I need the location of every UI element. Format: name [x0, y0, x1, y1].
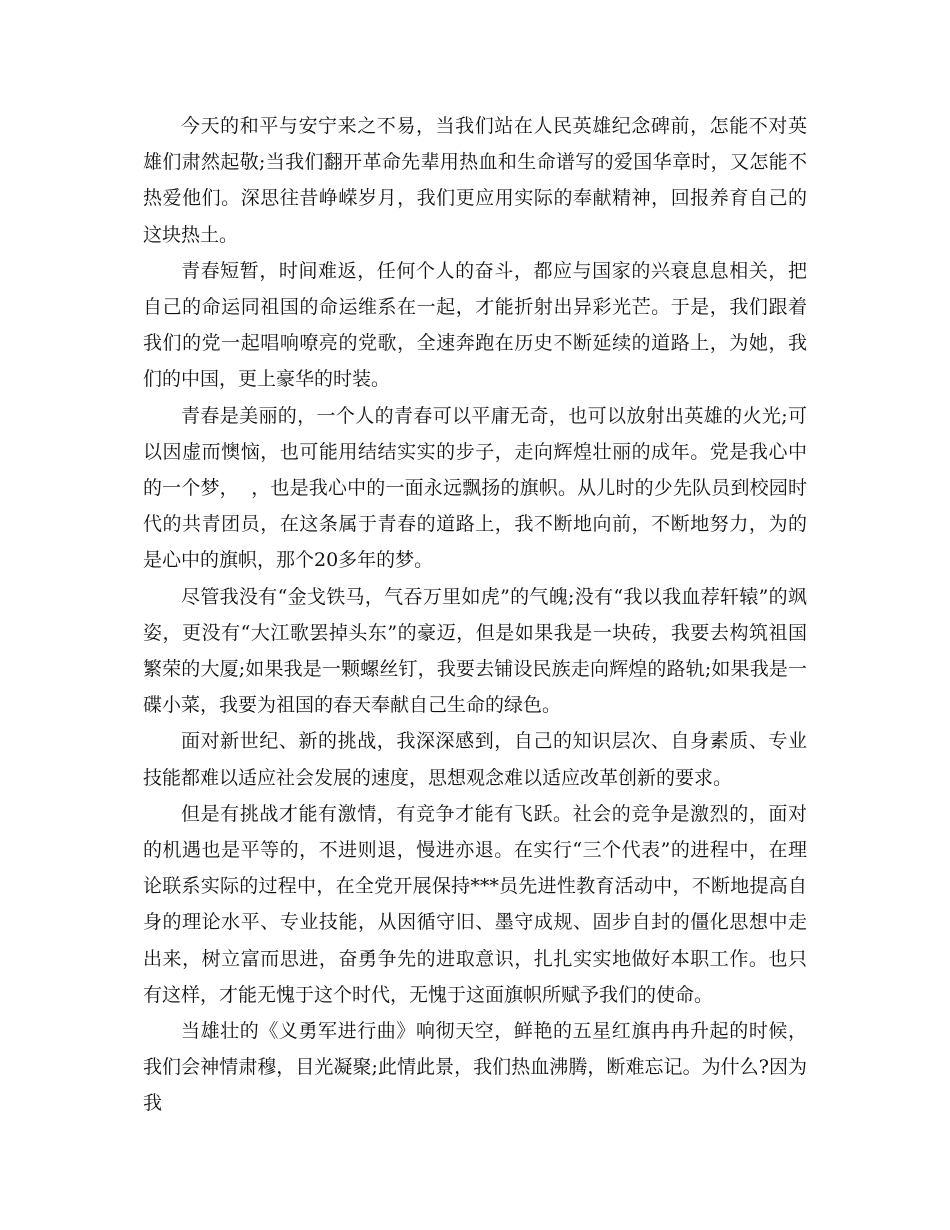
paragraph-4: 尽管我没有“金戈铁马，气吞万里如虎”的气魄;没有“我以我血荐轩辕”的飒姿，更没有“大江歌罢掉头东”的豪迈，但是如果我是一块砖，我要去构筑祖国繁荣的大厦;如果我是一颗螺丝钉，我要去铺设民族走向辉煌的路轨;如果我是一碟小菜，我要为祖国的春天奉献自己生命的绿色。: [143, 585, 807, 717]
document-page: [143, 108, 807, 1122]
paragraph-7: 当雄壮的《义勇军进行曲》响彻天空，鲜艳的五星红旗冉冉升起的时候，我们会神情肃穆，目光凝聚;此情此景，我们热血沸腾，断难忘记。为什么?因为我: [143, 1020, 807, 1115]
paragraph-3: 青春是美丽的，一个人的青春可以平庸无奇，也可以放射出英雄的火光;可以因虚而懊恼，也可能用结结实实的步子，走向辉煌壮丽的成年。党是我心中的一个梦， ，也是我心中的一面永远飘扬的旗帜。从儿时的少先队员到校园时代的共青团员，在这条属于青春的道路上，我不断地向前，不断地努力，为的是心中的旗帜，那个20多年的梦。: [143, 404, 807, 572]
paragraph-6: 但是有挑战才能有激情，有竞争才能有飞跃。社会的竞争是激烈的，面对的机遇也是平等的，不进则退，慢进亦退。在实行“三个代表”的进程中，在理论联系实际的过程中，在全党开展保持***员先进性教育活动中，不断地提高自身的理论水平、专业技能，从因循守旧、墨守成规、固步自封的僵化思想中走出来，树立富而思进，奋勇争先的进取意识，扎扎实实地做好本职工作。也只有这样，才能无愧于这个时代，无愧于这面旗帜所赋予我们的使命。: [143, 802, 807, 1006]
paragraph-2: 青春短暂，时间难返，任何个人的奋斗，都应与国家的兴衰息息相关，把自己的命运同祖国的命运维系在一起，才能折射出异彩光芒。于是，我们跟着我们的党一起唱响嘹亮的党歌，全速奔跑在历史不断延续的道路上，为她，我们的中国，更上豪华的时装。: [143, 259, 807, 391]
paragraph-1: 今天的和平与安宁来之不易，当我们站在人民英雄纪念碑前，怎能不对英雄们肃然起敬;当我们翻开革命先辈用热血和生命谱写的爱国华章时，又怎能不热爱他们。深思往昔峥嵘岁月，我们更应用实际的奉献精神，回报养育自己的这块热土。: [143, 115, 807, 246]
paragraph-5: 面对新世纪、新的挑战，我深深感到，自己的知识层次、自身素质、专业技能都难以适应社会发展的速度，思想观念难以适应改革创新的要求。: [143, 730, 807, 789]
